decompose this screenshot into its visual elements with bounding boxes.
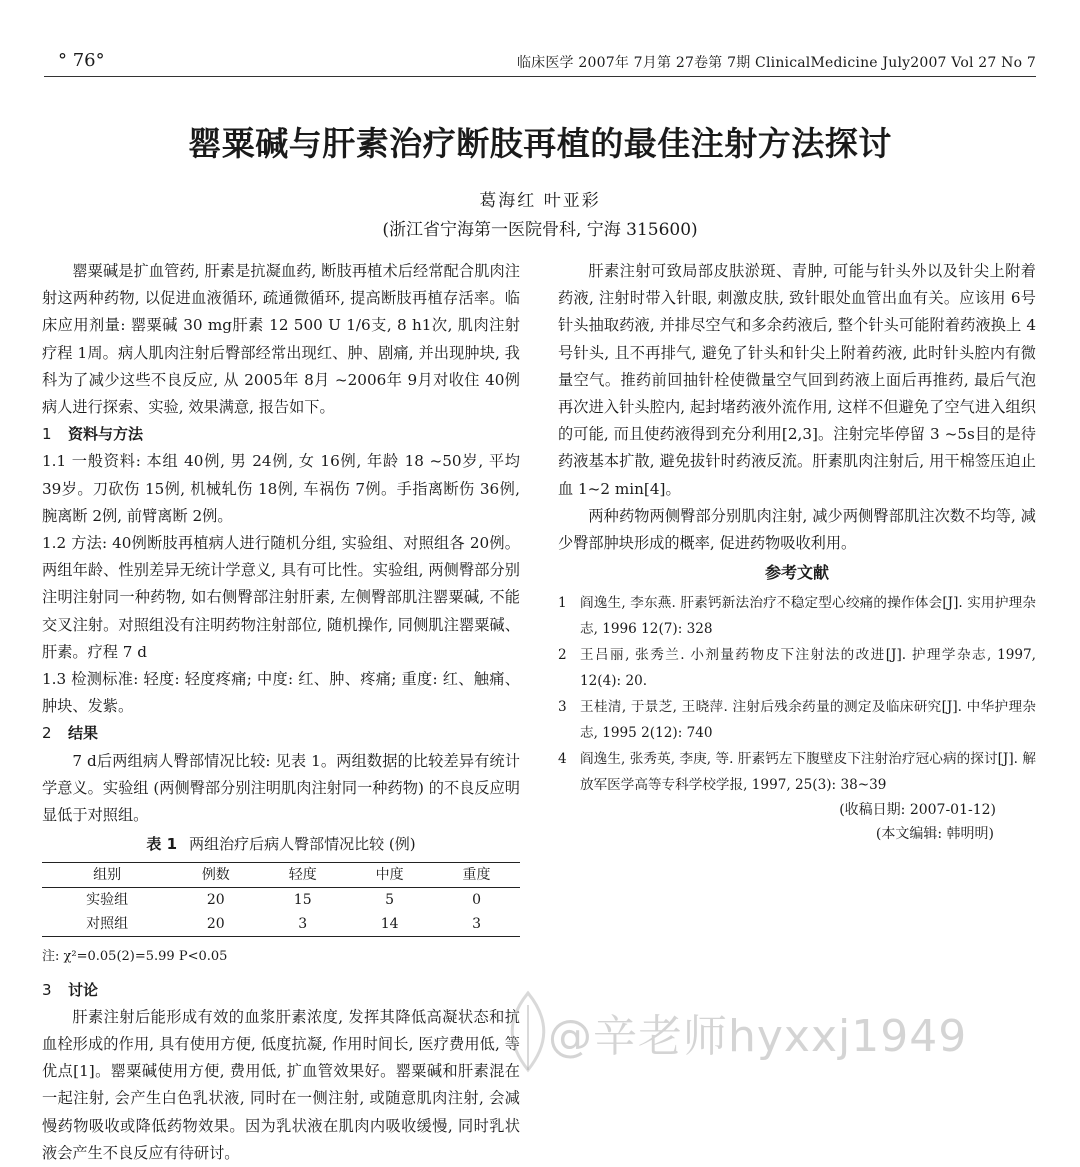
- table-row: [42, 912, 520, 937]
- section-title: 结果: [68, 724, 99, 743]
- page-number: ° 76°: [58, 50, 105, 71]
- results-table: [42, 862, 520, 937]
- paragraph-1-3: 1.3 检测标准: 轻度: 轻度疼痛; 中度: 红、肿、疼痛; 重度: 红、触痛、肿块、发紫。: [42, 670, 520, 716]
- paragraph-1-1: 1.1 一般资料: 本组 40例, 男 24例, 女 16例, 年龄 18 ~50岁, 平均 39岁。刀砍伤 15例, 机械轧伤 18例, 车祸伤 7例。手指离断伤 36例, 腕离断 2例, 前臂离断 2例。: [42, 452, 520, 525]
- table-header-cell: 组别: [93, 867, 122, 884]
- table-cell: 3: [472, 916, 481, 933]
- table-note: 注: χ²=0.05(2)=5.99 P<0.05: [42, 949, 228, 965]
- table-header-cell: 中度: [375, 867, 404, 884]
- reference-number: 4: [558, 751, 567, 768]
- table-header-cell: 例数: [201, 867, 230, 884]
- table-cell: 实验组: [86, 892, 129, 909]
- section-title: 讨论: [68, 980, 99, 999]
- table-label: 表 1: [146, 835, 178, 854]
- table-cell: 20: [206, 892, 225, 909]
- received-date: (收稿日期: 2007-01-12): [839, 802, 996, 819]
- reference-number: 1: [558, 595, 567, 612]
- running-title: 临床医学 2007年 7月第 27卷第 7期 ClinicalMedicine July2007 Vol 27 No 7: [516, 55, 1036, 71]
- article-title: 罂粟碱与肝素治疗断肢再植的最佳注射方法探讨: [188, 124, 892, 163]
- section-heading-results: [42, 720, 520, 747]
- reference-item: [558, 746, 1036, 798]
- header-rule: [44, 76, 1036, 77]
- left-column: [42, 258, 520, 1167]
- reference-text: 阎逸生, 李东燕. 肝素钙新法治疗不稳定型心绞痛的操作体会[J]. 实用护理杂志, 1996 12(7): 328: [580, 595, 1036, 638]
- intro-paragraph: 罂粟碱是扩血管药, 肝素是抗凝血药, 断肢再植术后经常配合肌肉注射这两种药物, 以促进血液循环, 疏通微循环, 提高断肢再植存活率。临床应用剂量: 罂粟碱 30 mg肝素 12 500 U 1/6支, 8 h1次, 肌肉注射疗程 1周。病人肌肉注射后臀部经常出现红、肿、剧痛, 并出现肿块, 我科为了减少这些不良反应, 从 2005年 8月 ~2006年 9月对收住 40例病人进行探索、实验, 效果满意, 报告如下。: [42, 262, 520, 417]
- section-number: 1: [42, 425, 52, 444]
- reference-number: 3: [558, 699, 567, 716]
- table-header-cell: 轻度: [288, 867, 317, 884]
- table-header-cell: 重度: [462, 867, 491, 884]
- watermark-text: @辛老师hyxxj1949: [548, 1011, 968, 1062]
- table-cell: 对照组: [86, 916, 129, 933]
- section-heading-discussion: [42, 977, 520, 1004]
- section-heading-methods: [42, 421, 520, 448]
- reference-item: [558, 694, 1036, 746]
- right-column: [558, 258, 1036, 846]
- authors: 葛海红 叶亚彩: [479, 191, 601, 211]
- table-caption-text: 两组治疗后病人臀部情况比较 (例): [189, 835, 416, 854]
- results-paragraph: 7 d后两组病人臀部情况比较: 见表 1。两组数据的比较差异有统计学意义。实验组 (两侧臀部分别注明肌肉注射同一种药物) 的不良反应明显低于对照组。: [42, 751, 520, 825]
- discussion-paragraph-2: 肝素注射可致局部皮肤淤斑、青肿, 可能与针头外以及针尖上附着药液, 注射时带入针眼, 刺激皮肤, 致针眼处血管出血有关。应该用 6号针头抽取药液, 并排尽空气和多余药液后, 整个针头可能附着药液换上 4号针头, 且不再排气, 避免了针头和针尖上附着药液, 此时针头腔内有微量空气。推药前回抽针栓使微量空气回到药液上面后再推药, 最后气泡再次进入针头腔内, 起封堵药液外流作用, 这样不但避免了空气进入组织的可能, 而且使药液得到充分利用[2,3]。注射完毕停留 3 ~5s目的是待药液基本扩散, 避免拔针时药液反流。肝素肌肉注射后, 用干棉签压迫止血 1~2 min[4]。: [558, 262, 1036, 498]
- affiliation: (浙江省宁海第一医院骨科, 宁海 315600): [382, 220, 698, 240]
- paragraph-1-2: 1.2 方法: 40例断肢再植病人进行随机分组, 实验组、对照组各 20例。两组年龄、性别差异无统计学意义, 具有可比性。实验组, 两侧臀部分别注明注射同一种药物, 如右侧臀部注射肝素, 左侧臀部肌注罂粟碱, 不能交叉注射。对照组没有注明药物注射部位, 随机操作, 同侧肌注罂粟碱、肝素。疗程 7 d: [42, 534, 520, 661]
- table-cell: 0: [472, 892, 481, 909]
- reference-text: 王桂清, 于景芝, 王晓萍. 注射后残余药量的测定及临床研究[J]. 中华护理杂志, 1995 2(12): 740: [580, 699, 1036, 742]
- reference-number: 2: [558, 647, 567, 664]
- table-cell: 3: [298, 916, 308, 933]
- reference-text: 王吕丽, 张秀兰. 小剂量药物皮下注射法的改进[J]. 护理学杂志, 1997, 12(4): 20.: [580, 647, 1036, 690]
- reference-item: [558, 590, 1036, 642]
- table-cell: 20: [206, 916, 225, 933]
- discussion-paragraph-3: 两种药物两侧臀部分别肌肉注射, 减少两侧臀部肌注次数不均等, 减少臀部肿块形成的概率, 促进药物吸收利用。: [558, 506, 1036, 553]
- reference-text: 阎逸生, 张秀英, 李庚, 等. 肝素钙左下腹壁皮下注射治疗冠心病的探讨[J]. 解放军医学高等专科学校学报, 1997, 25(3): 38~39: [580, 751, 1036, 794]
- reference-item: [558, 642, 1036, 694]
- table-row: [42, 888, 520, 913]
- references-heading: 参考文献: [764, 563, 829, 583]
- discussion-paragraph-1: 肝素注射后能形成有效的血浆肝素浓度, 发挥其降低高凝状态和抗血栓形成的作用, 具有使用方便, 低度抗凝, 作用时间长, 医疗费用低, 等优点[1]。罂粟碱使用方便, 费用低, 扩血管效果好。罂粟碱和肝素混在一起注射, 会产生白色乳状液, 同时在一侧注射, 或随意肌肉注射, 会减慢药物吸收或降低药物效果。因为乳状液在肌肉内吸收缓慢, 同时乳状液会产生不良反应有待研讨。: [42, 1007, 520, 1162]
- table-cell: 5: [385, 892, 395, 909]
- table-cell: 15: [293, 892, 312, 909]
- table-caption: [42, 831, 520, 858]
- section-title: 资料与方法: [68, 425, 144, 444]
- table-cell: 14: [380, 916, 399, 933]
- editor-note: (本文编辑: 韩明明): [875, 826, 994, 843]
- section-number: 3: [42, 980, 52, 999]
- section-number: 2: [42, 724, 52, 743]
- table-header-row: [42, 863, 520, 888]
